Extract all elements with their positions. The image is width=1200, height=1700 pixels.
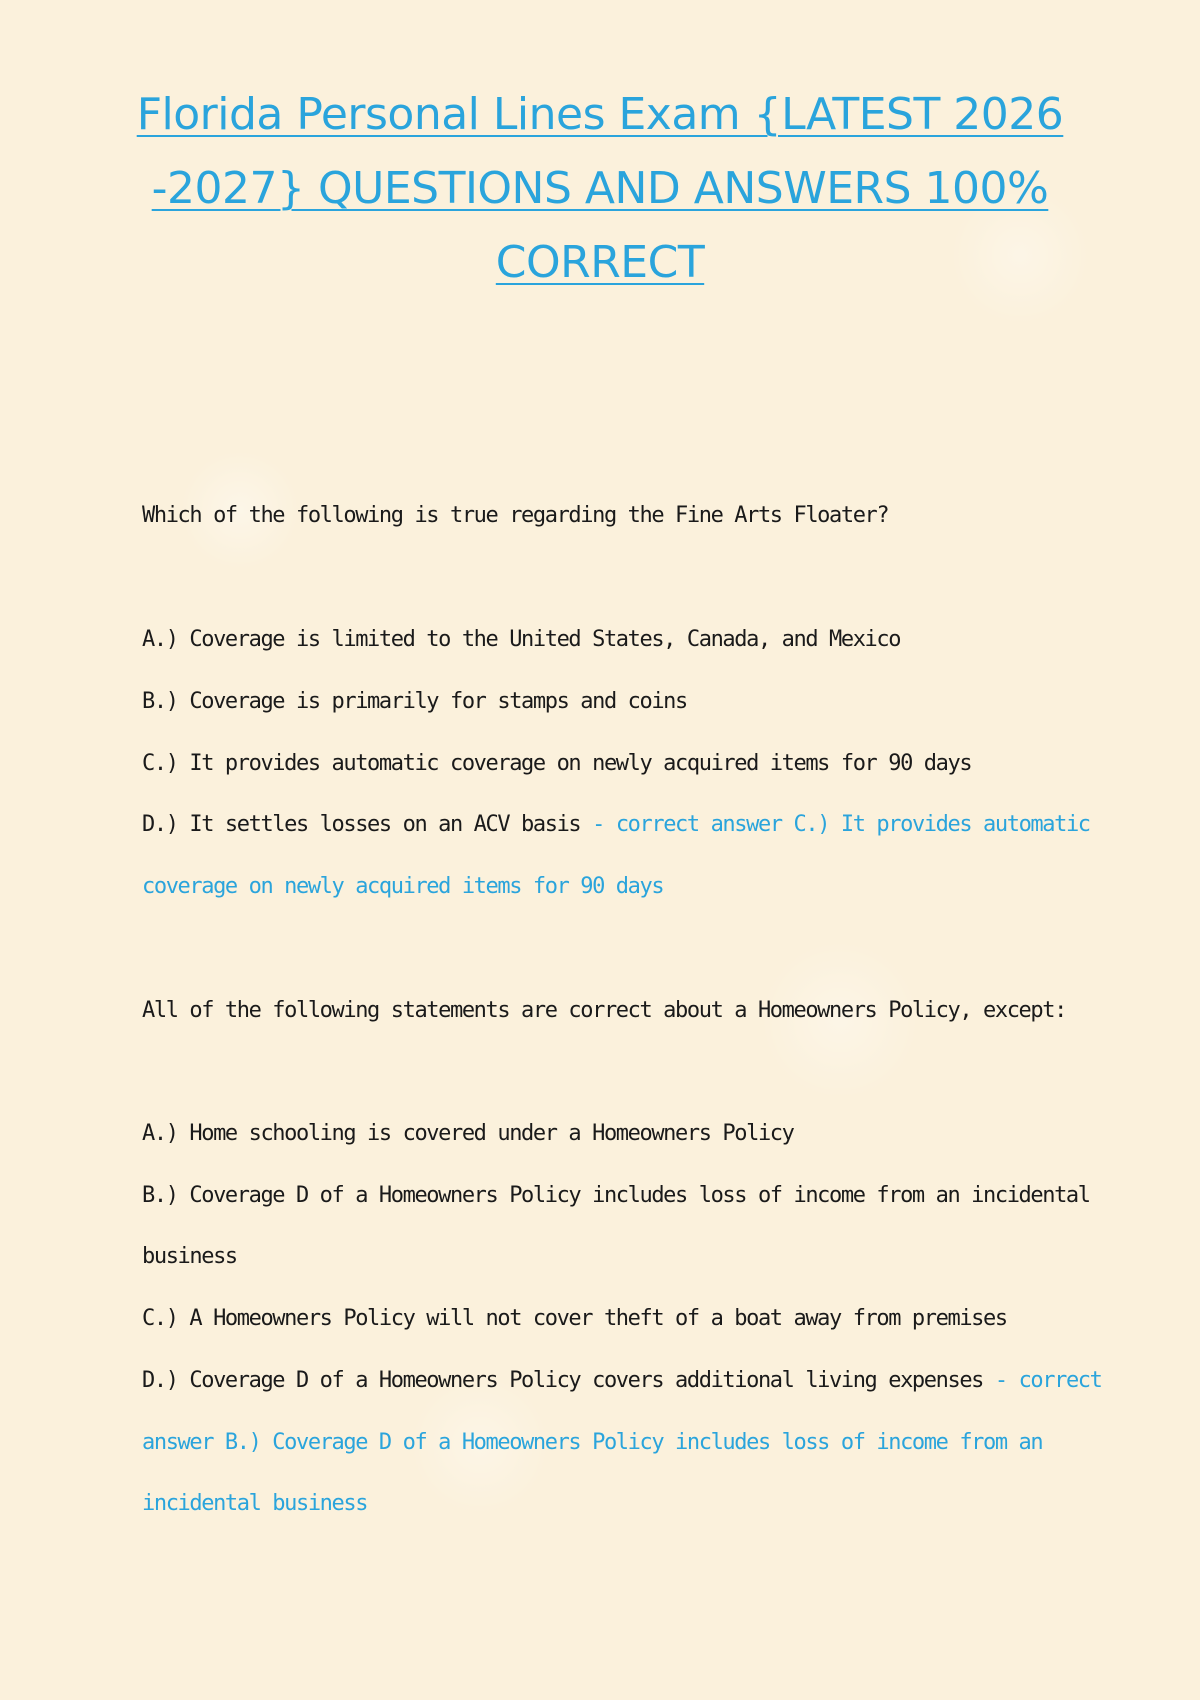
question-2-option-b-continued: business: [142, 1244, 237, 1269]
document-title-text: Florida Personal Lines Exam {LATEST 2026 -2027} QUESTIONS AND ANSWERS 100% CORRECT: [136, 89, 1064, 288]
question-2-answer-end: incidental business: [142, 1491, 368, 1516]
question-1-answer-end: coverage on newly acquired items for 90 days: [142, 874, 664, 899]
question-1-option-a: A.) Coverage is limited to the United States, Canada, and Mexico: [142, 627, 901, 652]
document-title: [120, 78, 1080, 300]
question-2-text: All of the following statements are correct about a Homeowners Policy, except:: [142, 998, 1066, 1023]
question-1-answer-start: - correct answer C.) It provides automatic: [592, 812, 1090, 837]
question-1-option-b: B.) Coverage is primarily for stamps and coins: [142, 689, 687, 714]
question-1-option-c: C.) It provides automatic coverage on newly acquired items for 90 days: [142, 751, 972, 776]
question-2-answer-middle: answer B.) Coverage D of a Homeowners Policy includes loss of income from an: [142, 1430, 1043, 1455]
question-2-option-d-line: [142, 1366, 1101, 1396]
question-1-option-d-line: [142, 810, 1090, 840]
question-1-text: Which of the following is true regarding the Fine Arts Floater?: [142, 503, 889, 528]
question-2-option-a: A.) Home schooling is covered under a Homeowners Policy: [142, 1121, 794, 1146]
question-2-option-c: C.) A Homeowners Policy will not cover theft of a boat away from premises: [142, 1306, 1007, 1331]
question-2-answer-start: - correct: [994, 1368, 1102, 1393]
question-1-option-d: D.) It settles losses on an ACV basis: [142, 812, 581, 837]
question-2-option-d: D.) Coverage D of a Homeowners Policy covers additional living expenses: [142, 1368, 984, 1393]
question-2-option-b: B.) Coverage D of a Homeowners Policy includes loss of income from an incidental: [142, 1183, 1090, 1208]
